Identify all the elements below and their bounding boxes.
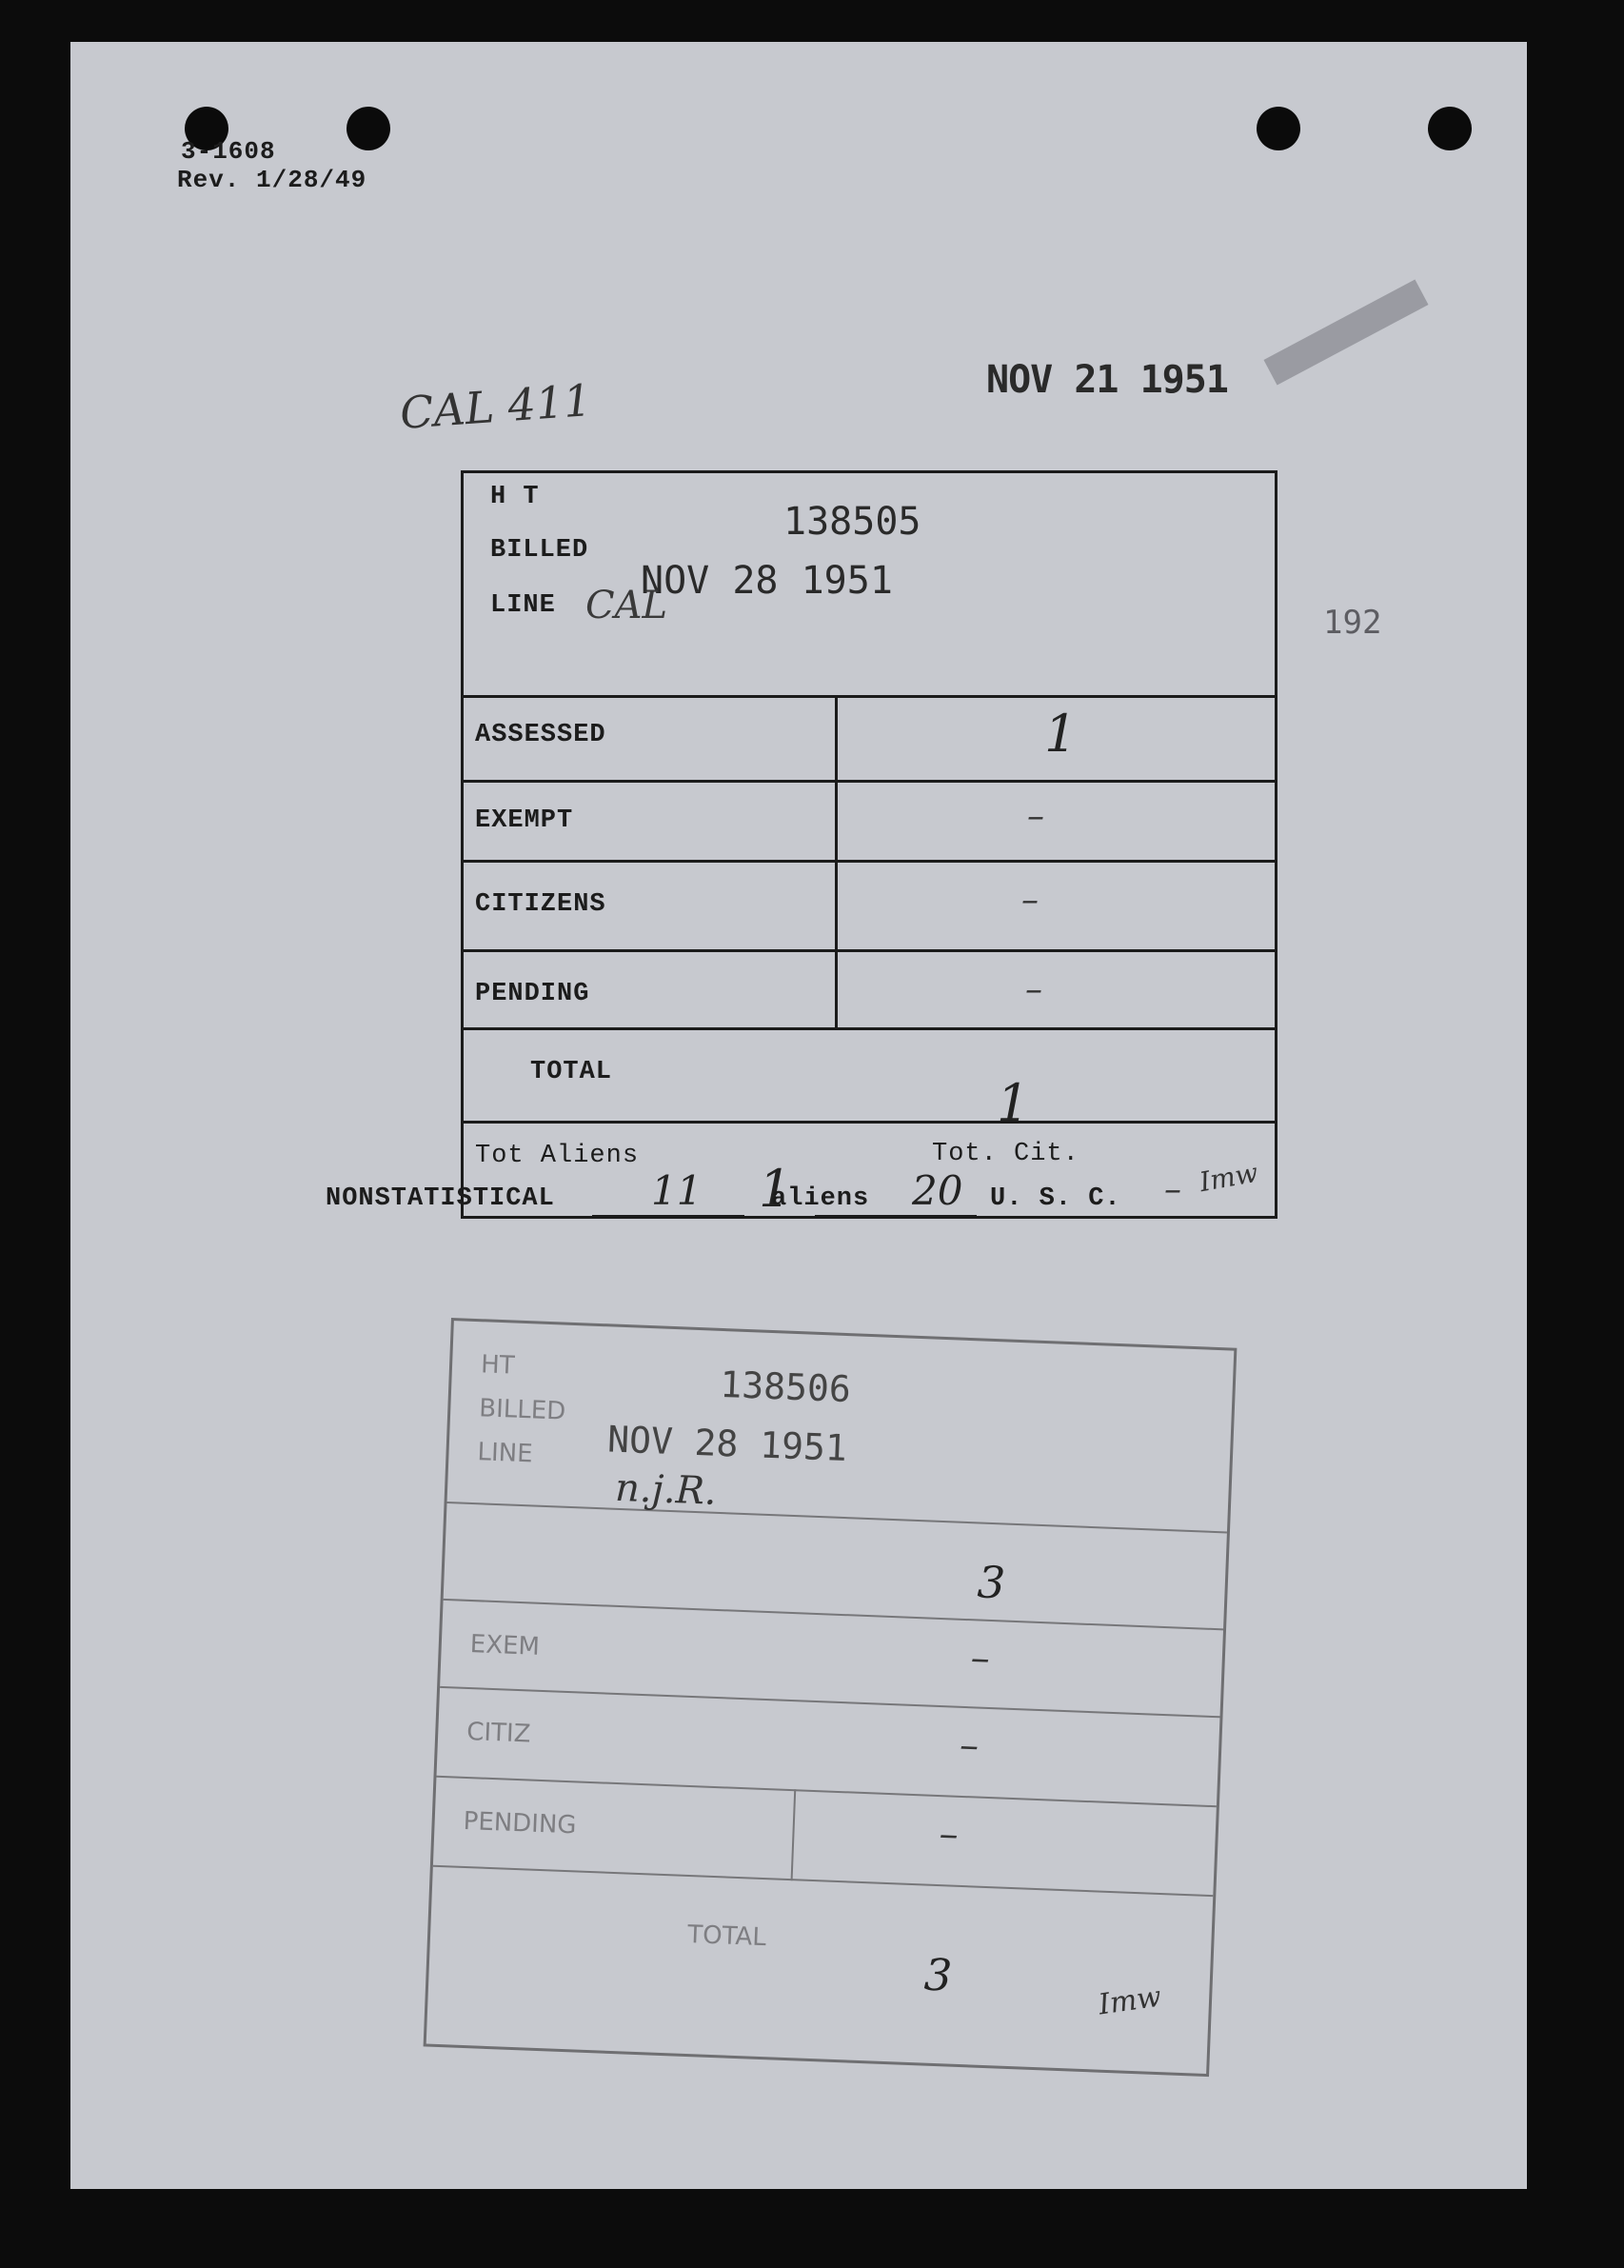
upper-initials: Imw <box>1197 1156 1260 1199</box>
lower-value-exempt: – <box>969 1636 991 1681</box>
lower-total-label: TOTAL <box>686 1920 767 1953</box>
page-number: 192 <box>1323 604 1382 642</box>
nonstatistical-label: NONSTATISTICAL <box>326 1184 555 1213</box>
line-value: CAL <box>585 584 668 627</box>
tot-cit-label: Tot. Cit. <box>932 1140 1079 1168</box>
label-ht: H T <box>490 483 540 511</box>
lower-billed-date-stamp: NOV 28 1951 <box>606 1418 848 1470</box>
row-label-assessed: ASSESSED <box>475 721 606 749</box>
punch-hole-left-2 <box>347 107 390 150</box>
lower-label-line: LINE <box>477 1438 534 1469</box>
nonstatistical-aliens-value: 11 <box>651 1167 703 1214</box>
nonstatistical-usc-value: 20 <box>912 1167 963 1214</box>
billed-date-stamp: NOV 28 1951 <box>641 559 893 603</box>
lower-label-exempt: EXEM <box>469 1630 541 1661</box>
row-value-pending: – <box>1025 970 1042 1009</box>
total-label: TOTAL <box>530 1058 613 1086</box>
total-value: 1 <box>997 1073 1030 1133</box>
lower-initials: Imw <box>1096 1980 1164 2022</box>
tot-cit-value: – <box>1164 1170 1181 1209</box>
punch-hole-right-1 <box>1257 107 1300 150</box>
billing-number-stamp: 138505 <box>783 500 921 544</box>
aliens-underline <box>592 1215 744 1218</box>
lower-value-assessed: 3 <box>976 1556 1007 1609</box>
row-label-citizens: CITIZENS <box>475 890 606 919</box>
row-value-assessed: 1 <box>1044 704 1078 764</box>
usc-underline <box>815 1215 977 1218</box>
nonstatistical-aliens-label: aliens <box>771 1184 870 1213</box>
form-revision: Rev. 1/28/49 <box>177 166 367 194</box>
lower-value-pending: – <box>938 1812 960 1857</box>
lower-label-citizens: CITIZ <box>465 1717 532 1749</box>
form-number: 3-1608 <box>181 137 276 166</box>
tot-aliens-label: Tot Aliens <box>475 1142 640 1170</box>
punch-hole-right-2 <box>1428 107 1472 150</box>
lower-label-billed: BILLED <box>478 1394 566 1426</box>
row-label-exempt: EXEMPT <box>475 806 574 835</box>
document-page <box>70 42 1527 2189</box>
row-value-citizens: – <box>1021 881 1039 920</box>
margin-date-stamp: NOV 21 1951 <box>986 358 1228 402</box>
lower-value-citizens: – <box>959 1722 980 1768</box>
smudged-stamp <box>1263 280 1428 386</box>
upper-tally-form <box>461 470 1277 1219</box>
row-value-exempt: – <box>1027 797 1044 836</box>
tot-aliens-value: 1 <box>759 1159 792 1219</box>
lower-label-pending: PENDING <box>463 1806 578 1840</box>
label-line: LINE <box>490 591 556 620</box>
lower-billing-number-stamp: 138506 <box>719 1363 852 1411</box>
lower-line-value: n.j.R. <box>614 1465 718 1514</box>
row-label-pending: PENDING <box>475 980 590 1008</box>
lower-tally-form <box>424 1318 1238 2077</box>
nonstatistical-usc-label: U. S. C. <box>990 1184 1121 1213</box>
handwritten-heading: CAL 411 <box>398 374 594 439</box>
label-billed: BILLED <box>490 536 589 565</box>
lower-total-value: 3 <box>922 1948 954 2001</box>
lower-label-ht: HT <box>480 1350 516 1381</box>
